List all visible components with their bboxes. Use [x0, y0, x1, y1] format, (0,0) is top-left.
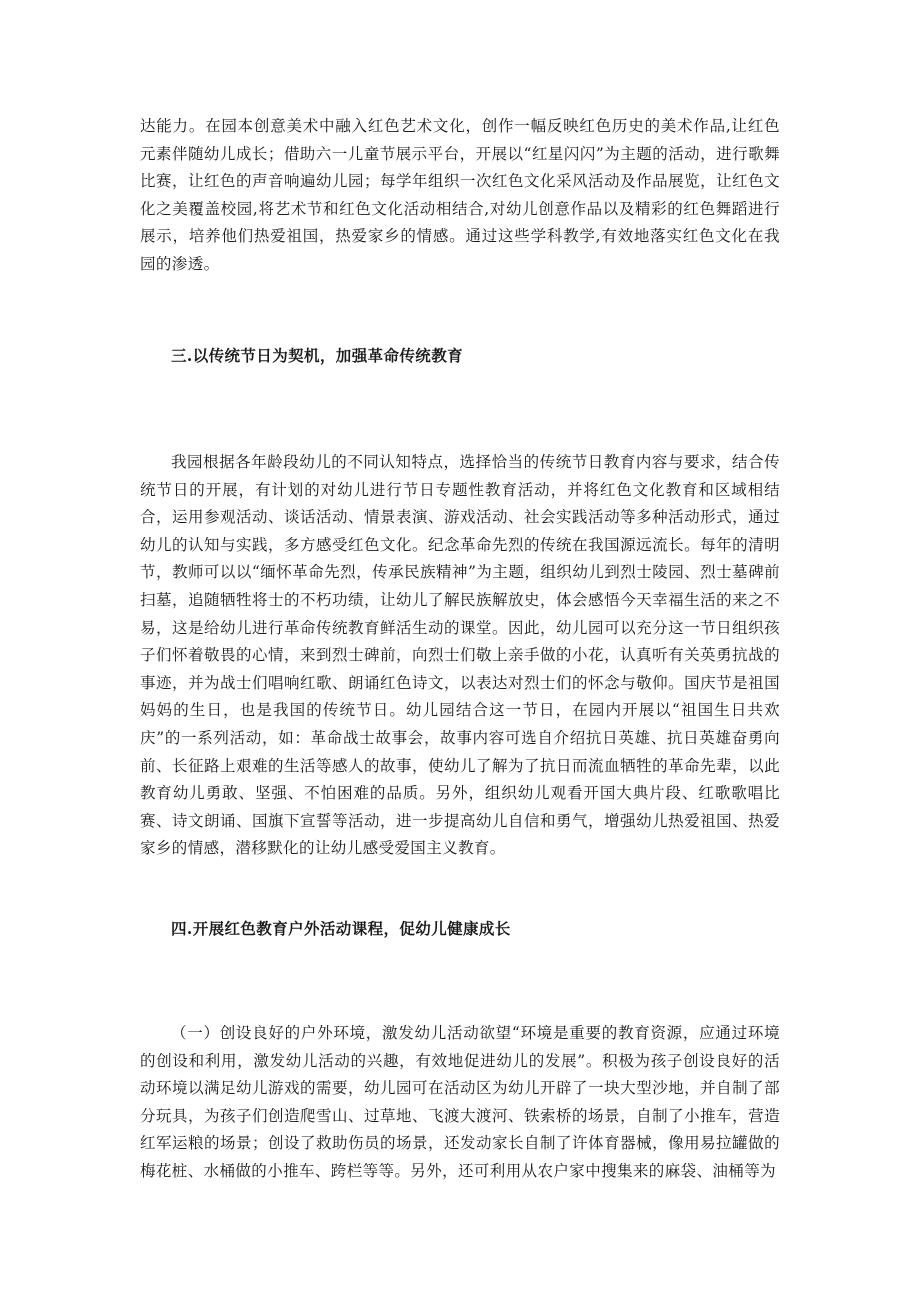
- section-3-heading: 三.以传统节日为契机，加强革命传统教育: [171, 346, 463, 365]
- section-4-paragraph: （一）创设良好的户外环境，激发幼儿活动欲望“环境是重要的教育资源，应通过环境的创设和利用，激发幼儿活动的兴趣，有效地促进幼儿的发展”。积极为孩子创设良好的活动环境以满足幼儿游戏的需要，幼儿园可在活动区为幼儿开辟了一块大型沙地，并自制了部分玩具，为孩子们创造爬雪山、过草地、飞渡大渡河、铁索桥的场景，自制了小推车，营造红军运粮的场景；创设了救助伤员的场景，还发动家长自制了许体育器械，像用易拉罐做的梅花桩、水桶做的小推车、跨栏等等。另外，还可利用从农户家中搜集来的麻袋、油桶等为: [140, 1024, 780, 1180]
- section-3-paragraph: 我园根据各年龄段幼儿的不同认知特点，选择恰当的传统节日教育内容与要求，结合传统节日的开展，有计划的对幼儿进行节日专题性教育活动，并将红色文化教育和区域相结合，运用参观活动、谈话活动、情景表演、游戏活动、社会实践活动等多种活动形式，通过幼儿的认知与实践，多方感受红色文化。纪念革命先烈的传统在我国源远流长。每年的清明节，教师可以以“缅怀革命先烈，传承民族精神”为主题，组织幼儿到烈士陵园、烈士墓碑前扫墓，追随牺牲将士的不朽功绩，让幼儿了解民族解放史，体会感悟今天幸福生活的来之不易，这是给幼儿进行革命传统教育鲜活生动的课堂。因此，幼儿园可以充分这一节日组织孩子们怀着敬畏的心情，来到烈士碑前，向烈士们敬上亲手做的小花，认真听有关英勇抗战的事迹，并为战士们唱响红歌、朗诵红色诗文，以表达对烈士们的怀念与敬仰。国庆节是祖国妈妈的生日，也是我国的传统节日。幼儿园结合这一节日，在园内开展以“祖国生日共欢庆”的一系列活动，如：革命战士故事会，故事内容可选自介绍抗日英雄、抗日英雄奋勇向前、长征路上艰难的生活等感人的故事，使幼儿了解为了抗日而流血牺牲的革命先辈，以此教育幼儿勇敢、坚强、不怕困难的品质。另外，组织幼儿观看开国大典片段、红歌歌唱比赛、诗文朗诵、国旗下宣誓等活动，进一步提高幼儿自信和勇气，增强幼儿热爱祖国、热爱家乡的情感，潜移默化的让幼儿感受爱国主义教育。: [140, 453, 780, 858]
- section-4-heading: 四.开展红色教育户外活动课程，促幼儿健康成长: [171, 919, 511, 938]
- intro-paragraph: 达能力。在园本创意美术中融入红色艺术文化，创作一幅反映红色历史的美术作品,让红色元素伴随幼儿成长；借助六一儿童节展示平台，开展以“红星闪闪”为主题的活动，进行歌舞比赛，让红色的声音响遍幼儿园；每学年组织一次红色文化采风活动及作品展览，让红色文化之美覆盖校园,将艺术节和红色文化活动相结合,对幼儿创意作品以及精彩的红色舞蹈进行展示，培养他们热爱祖国，热爱家乡的情感。通过这些学科教学,有效地落实红色文化在我园的渗透。: [140, 117, 780, 273]
